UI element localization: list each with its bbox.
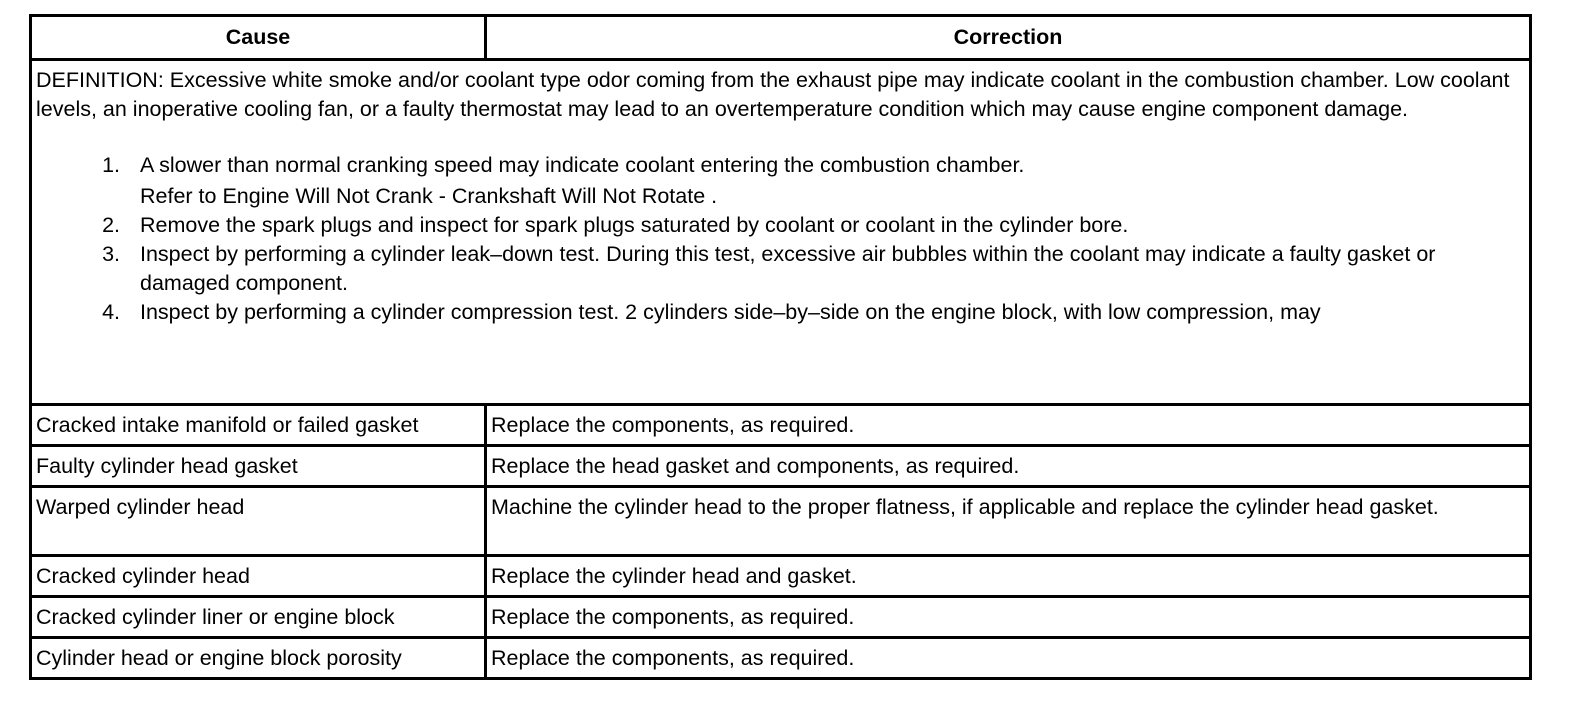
- correction-cell: Replace the head gasket and components, as required.: [486, 446, 1531, 487]
- header-row: [31, 16, 1531, 60]
- definition-cell: [31, 60, 1531, 405]
- cause-cell: Cracked cylinder head: [31, 556, 486, 597]
- steps-list: [36, 151, 1523, 327]
- header-correction: Correction: [486, 16, 1531, 60]
- table-row: [31, 638, 1531, 679]
- step-text: Remove the spark plugs and inspect for spark plugs saturated by coolant or coolant in the cylinder bore.: [140, 213, 1129, 237]
- correction-cell: Replace the components, as required.: [486, 405, 1531, 446]
- step-number: 1.: [102, 153, 120, 177]
- table-row: [31, 446, 1531, 487]
- definition-row: [31, 60, 1531, 405]
- cause-cell: Warped cylinder head: [31, 487, 486, 556]
- step-text: Inspect by performing a cylinder leak–down test. During this test, excessive air bubbles within the coolant may indicate a faulty gasket or damaged component.: [140, 242, 1436, 295]
- cause-cell: Faulty cylinder head gasket: [31, 446, 486, 487]
- correction-cell: Replace the cylinder head and gasket.: [486, 556, 1531, 597]
- diagnostic-table: [29, 14, 1532, 680]
- cause-cell: Cylinder head or engine block porosity: [31, 638, 486, 679]
- step-item: [36, 151, 1523, 211]
- step-number: 4.: [102, 300, 120, 324]
- table-row: [31, 405, 1531, 446]
- step-item: [36, 240, 1523, 298]
- header-cause: Cause: [31, 16, 486, 60]
- step-reference-link[interactable]: Refer to Engine Will Not Crank - Crankshaft Will Not Rotate .: [140, 184, 718, 208]
- cause-cell: Cracked intake manifold or failed gasket: [31, 405, 486, 446]
- definition-text: DEFINITION: Excessive white smoke and/or coolant type odor coming from the exhaust pipe may indicate coolant in the combustion chamber. Low coolant levels, an inoperative cooling fan, or a faulty thermostat may lead to an overtemperature condition which may cause engine component damage.: [36, 68, 1510, 121]
- step-item: [36, 211, 1523, 240]
- correction-cell: Replace the components, as required.: [486, 597, 1531, 638]
- step-number: 3.: [102, 242, 120, 266]
- table-row: [31, 556, 1531, 597]
- step-text: Inspect by performing a cylinder compression test. 2 cylinders side–by–side on the engine block, with low compression, may: [140, 300, 1321, 324]
- step-number: 2.: [102, 213, 120, 237]
- correction-cell: Machine the cylinder head to the proper flatness, if applicable and replace the cylinder head gasket.: [486, 487, 1531, 556]
- step-item: [36, 298, 1523, 327]
- table-row: [31, 487, 1531, 556]
- cause-cell: Cracked cylinder liner or engine block: [31, 597, 486, 638]
- table-row: [31, 597, 1531, 638]
- step-text: A slower than normal cranking speed may indicate coolant entering the combustion chamber.: [140, 153, 1025, 177]
- correction-cell: Replace the components, as required.: [486, 638, 1531, 679]
